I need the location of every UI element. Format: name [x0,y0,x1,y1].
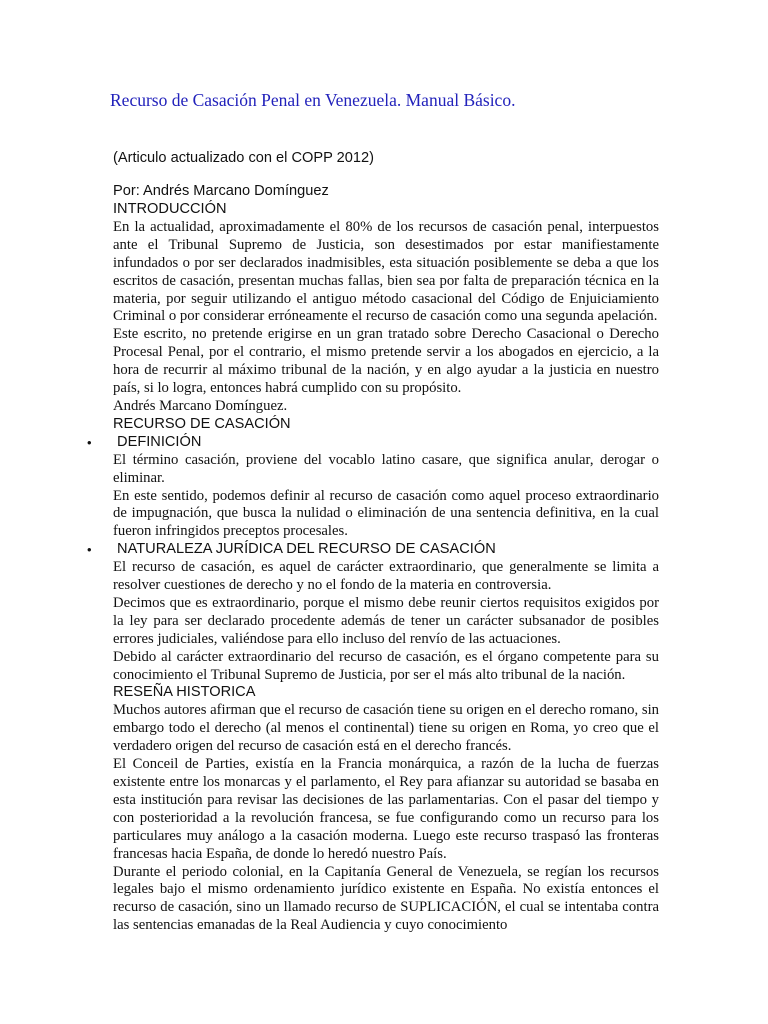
author-line: Por: Andrés Marcano Domínguez [113,183,329,199]
section-heading: RECURSO DE CASACIÓN [113,415,291,432]
paragraph: El Conceil de Parties, existía en la Francia monárquica, a razón de la lucha de fuerzas existente entre los monarcas y el parlamento, el Rey para afianzar su autoridad se basaba en esta institución para revisar las decisiones de las parlamentarias. Con el pasar del tiempo y con posterioridad a la revolución francesa, se fue configurando como un recurso para los particulares muy análogo a la casación moderna. Luego este recurso traspasó las fronteras francesas hacia España, de donde lo heredó nuestro País. [113,756,659,862]
document-body [87,201,659,935]
bullet-icon: • [87,542,92,558]
bullet-icon: • [87,434,92,450]
bullet-heading-text: DEFINICIÓN [113,433,202,450]
document-subtitle: (Articulo actualizado con el COPP 2012) [113,150,374,166]
paragraph: Durante el periodo colonial, en la Capitanía General de Venezuela, se regían los recursos legales bajo el mismo ordenamiento jurídico existente en España. No existía entonces el recurso de casación, sino un llamado recurso de SUPLICACIÓN, el cual se intentaba contra las sentencias emanadas de la Real Audiencia y cuyo conocimiento [113,863,659,934]
paragraph: Muchos autores afirman que el recurso de casación tiene su origen en el derecho romano, sin embargo todo el derecho (al menos el continental) tiene su origen en Roma, yo creo que el verdadero origen del recurso de casación está en el derecho francés. [113,702,659,755]
document-title: Recurso de Casación Penal en Venezuela. Manual Básico. [110,90,516,110]
bullet-heading-text: NATURALEZA JURÍDICA DEL RECURSO DE CASACIÓN [113,541,496,558]
bullet-heading [87,433,659,452]
section-heading: INTRODUCCIÓN [113,201,227,217]
section-heading: RESEÑA HISTORICA [113,684,256,701]
bullet-heading [87,541,659,559]
paragraph: El término casación, proviene del vocablo latino casare, que significa anular, derogar o eliminar. [113,451,659,486]
paragraph: Debido al carácter extraordinario del recurso de casación, es el órgano competente para su conocimiento el Tribunal Supremo de Justicia, por ser el más alto tribunal de la nación. [113,648,659,683]
paragraph: El recurso de casación, es aquel de carácter extraordinario, que generalmente se limita a resolver cuestiones de derecho y no el fondo de la materia en controversia. [113,559,659,594]
paragraph: Andrés Marcano Domínguez. [113,397,288,414]
paragraph: Este escrito, no pretende erigirse en un gran tratado sobre Derecho Casacional o Derecho Procesal Penal, por el contrario, el mismo pretende servir a los abogados en ejercicio, a la hora de recurrir al máximo tribunal de la nación, y en algo ayudar a la justicia en nuestro país, si lo logra, entonces habrá cumplido con su propósito. [113,326,659,397]
paragraph: En este sentido, podemos definir al recurso de casación como aquel proceso extraordinario de impugnación, que busca la nulidad o eliminación de una sentencia definitiva, en la cual fueron infringidos preceptos procesales. [113,487,659,540]
paragraph: En la actualidad, aproximadamente el 80% de los recursos de casación penal, interpuestos ante el Tribunal Supremo de Justicia, son desestimados por estar manifiestamente infundados o por ser declarados inadmisibles, esta situación posiblemente se deba a que los escritos de casación, presentan muchas fallas, bien sea por falta de preparación técnica en la materia, por seguir utilizando el antiguo método casacional del Código de Enjuiciamiento Criminal o por considerar erróneamente el recurso de casación como una segunda apelación. [113,218,659,325]
paragraph: Decimos que es extraordinario, porque el mismo debe reunir ciertos requisitos exigidos por la ley para ser declarado procedente además de tener un carácter subsanador de posibles errores judiciales, valiéndose para ello incluso del renvío de las actuaciones. [113,594,659,647]
